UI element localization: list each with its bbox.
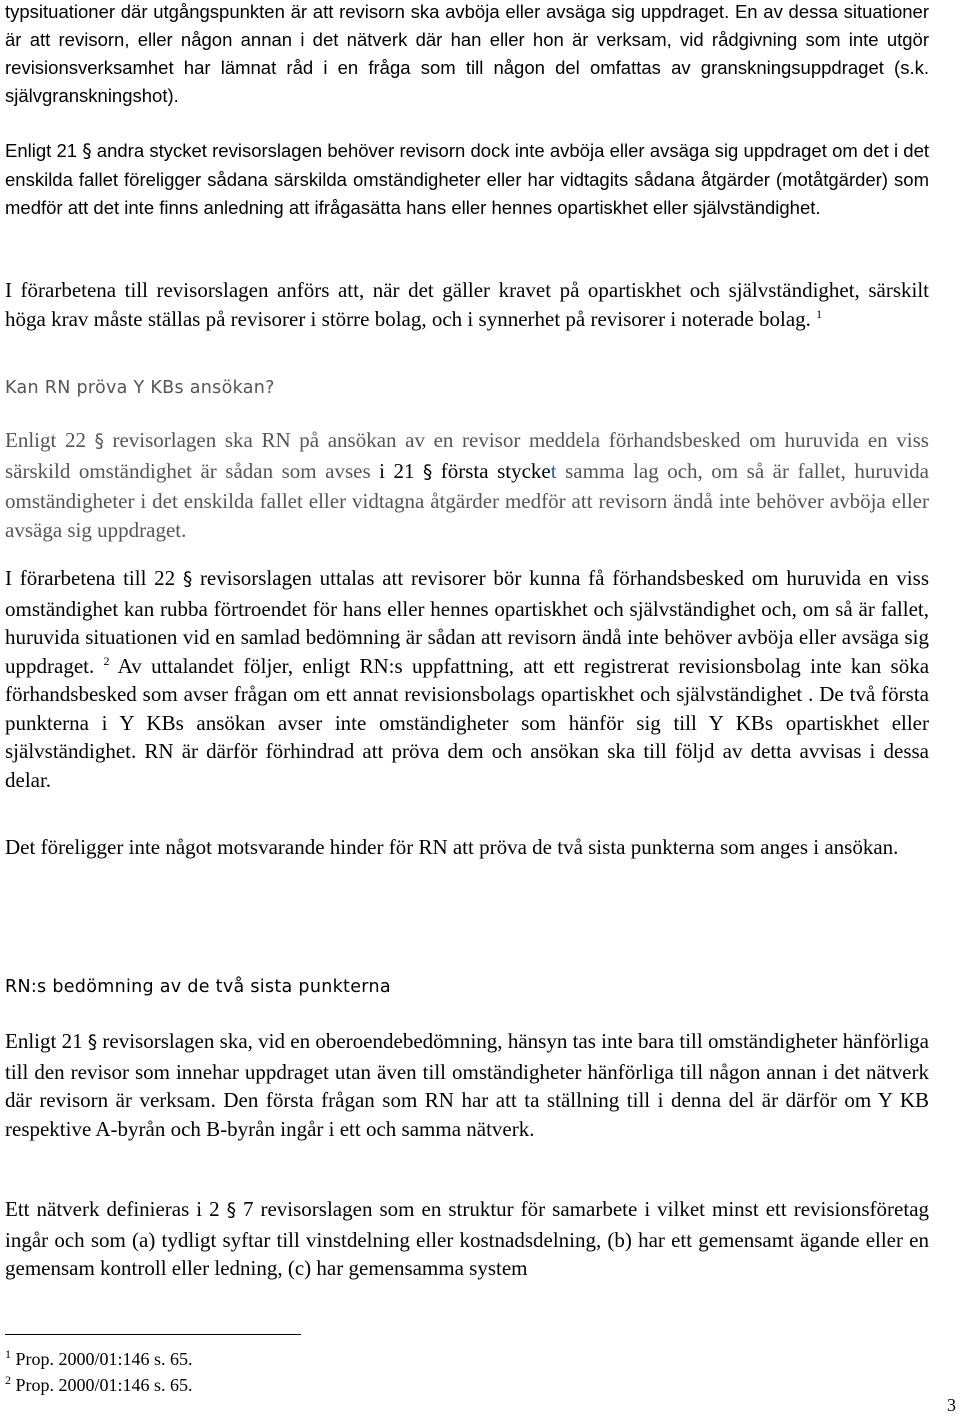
- text-segment: revisorlagen ska RN på ansökan av en revisor meddela förhandsbesked om huruvida en viss särskild omständighet är sådan som avses: [5, 428, 929, 483]
- text-segment: I förarbetena till revisorslagen anförs att, när det gäller kravet på opartiskhet och självständighet, särskilt höga krav måste ställas på revisorer i större bolag, och i synnerhet på revisorer i noterade bolag.: [5, 278, 929, 331]
- text-segment: I förarbetena till 22: [5, 566, 176, 590]
- section-sign: §: [94, 431, 104, 452]
- text-segment: 7 revisorslagen som en struktur för samarbete i vilket minst ett revisionsföretag ingår och som (a) tydligt syftar till vinstdelning eller kostnadsdelning, (b) har ett gemensamt ägande eller en gemensam kontroll eller ledning, (c) har gemensamma system: [5, 1197, 930, 1280]
- text-segment: i 21: [379, 458, 415, 483]
- paragraph-intro: [5, 0, 929, 110]
- footnote-text: Prop. 2000/01:146 s. 65.: [11, 1375, 193, 1395]
- text-segment: samma lag och, om så är fallet, huruvida omständigheter i det enskilda fallet eller vidtagna åtgärder medför att revisorn ändå inte behöver avböja eller avsäga sig uppdraget.: [5, 458, 930, 542]
- footnote-reference: 2: [103, 653, 110, 668]
- footnote-number: 1: [5, 1347, 11, 1361]
- text-segment: revisorslagen uttalas att revisorer bör kunna få förhandsbesked om huruvida en viss omständighet kan rubba förtroendet för hans eller hennes opartiskhet och självständighet och, om så är fallet, huruvida situationen vid en samlad bedömning är sådan att revisorn ändå inte behöver avböja eller avsäga sig uppdraget.: [5, 566, 929, 678]
- text-segment: andra stycket revisorslagen behöver revisorn dock inte avböja eller avsäga sig uppdraget om det i det enskilda fallet föreligger sådana särskilda omständigheter eller har vidtagits sådana åtgärder (motåtgärder) som medför att det inte finns anledning att ifrågasätta hans eller hennes opartiskhet eller självständighet.: [5, 140, 930, 218]
- paragraph-preparatory-works: [5, 276, 929, 333]
- text-segment: Enligt 21: [5, 1029, 83, 1053]
- text-segment: första stycke: [432, 458, 551, 483]
- section-sign: §: [182, 569, 193, 590]
- footnote-text: Prop. 2000/01:146 s. 65.: [11, 1349, 193, 1369]
- text-segment: Ett nätverk definieras i 2: [5, 1197, 220, 1221]
- text-segment: Det föreligger inte något motsvarande hinder för RN att pröva de två sista punkterna som anges i ansökan.: [5, 835, 899, 859]
- text-segment: Av uttalandet följer, enligt RN:s uppfattning, att ett registrerat revisionsbolag inte kan söka förhandsbesked som avser frågan om ett annat revisionsbolags opartiskhet och självständighet . De två första punkterna i Y KBs ansökan avser inte omständigheter som hänför sig till Y KBs opartiskhet eller självständighet. RN är därför förhindrad att pröva dem och ansökan ska till följd av detta avvisas i dessa delar.: [5, 653, 930, 792]
- footnote-number: 2: [5, 1373, 11, 1387]
- section-sign: §: [87, 1032, 98, 1053]
- text-segment: t: [550, 458, 557, 483]
- page-number: 3: [947, 1395, 956, 1415]
- footnote: [5, 1347, 929, 1371]
- paragraph-intro-text: typsituationer där utgångspunkten är att revisorn ska avböja eller avsäga sig uppdraget. En av dessa situationer är att revisorn, eller någon annan i det nätverk där han eller hon är verksam, vid rådgivning som inte utgör revisionsverksamhet har lämnat råd i en fråga som till någon del omfattas av granskningsuppdraget (s.k. självgranskningshot).: [5, 1, 929, 106]
- paragraph-section-22: [5, 426, 929, 544]
- section-sign: §: [423, 461, 433, 483]
- section-sign: §: [82, 141, 92, 162]
- section-heading: RN:s bedömning av de två sista punkterna: [5, 977, 391, 997]
- text-segment: Enligt 22: [5, 428, 86, 452]
- text-segment: Enligt 21: [5, 140, 78, 161]
- text-segment: revisorslagen ska, vid en oberoendebedömning, hänsyn tas inte bara till omständigheter hänförliga till den revisor som innehar uppdraget utan även till omständigheter hänförliga till någon annan i det nätverk där revisorn är verksam. Den första frågan som RN har att ta ställning till i denna del är därför om Y KB respektive A-byrån och B-byrån ingår i ett och samma nätverk.: [5, 1029, 929, 1141]
- paragraph-network-definition: [5, 1195, 929, 1283]
- paragraph-no-obstacle: [5, 833, 929, 862]
- paragraph-section-21: [5, 137, 929, 222]
- footnote: [5, 1373, 929, 1397]
- paragraph-independence-assessment: [5, 1027, 929, 1143]
- section-heading: Kan RN pröva Y KBs ansökan?: [5, 378, 275, 398]
- section-sign: §: [226, 1200, 236, 1221]
- footnote-divider: [5, 1334, 301, 1335]
- footnote-reference: 1: [816, 306, 823, 321]
- paragraph-preparatory-section-22: [5, 564, 929, 794]
